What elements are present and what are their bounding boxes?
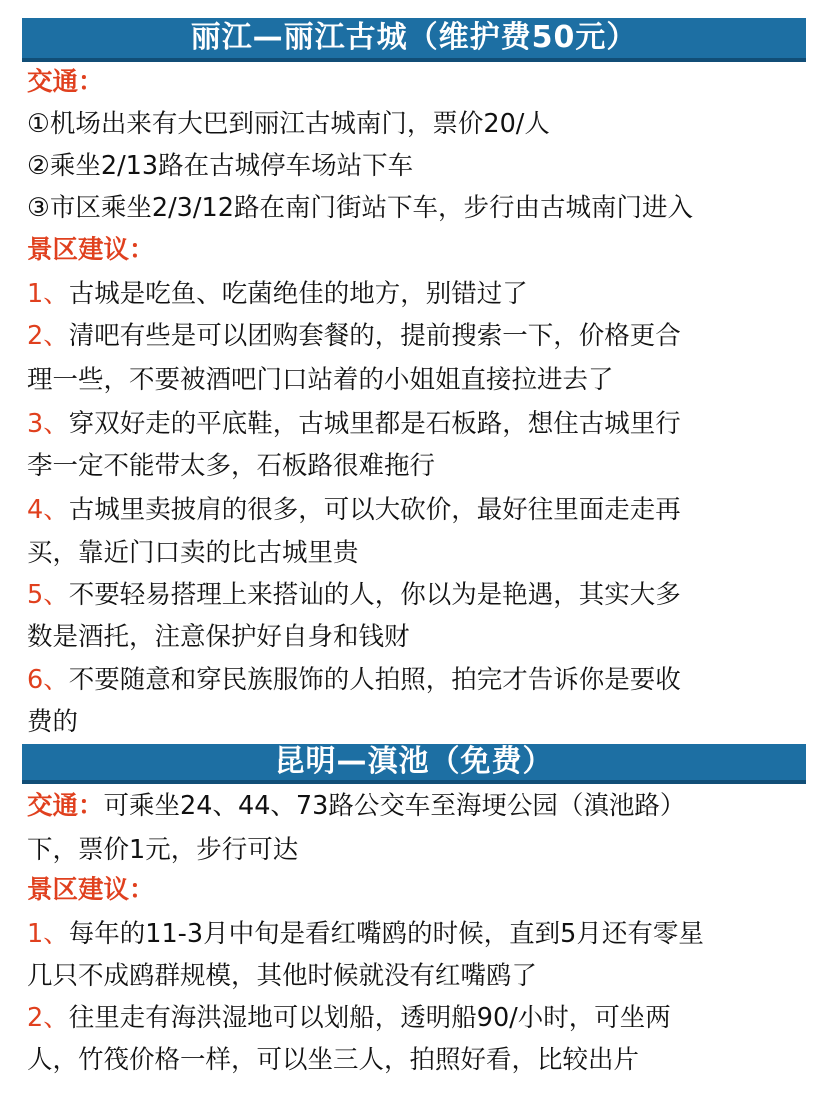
traffic-item: ③市区乘坐2/3/12路在南门街站下车，步行由古城南门进入	[27, 193, 693, 223]
advice-item-cont: 数是酒托，注意保护好自身和钱财	[27, 622, 410, 652]
advice-item: 4、古城里卖披肩的很多，可以大砍价，最好往里面走走再	[27, 495, 681, 525]
traffic-item: 交通：可乘坐24、44、73路公交车至海埂公园（滇池路）	[27, 791, 686, 821]
traffic-item: ①机场出来有大巴到丽江古城南门，票价20/人	[27, 109, 550, 139]
advice-item: 6、不要随意和穿民族服饰的人拍照，拍完才告诉你是要收	[27, 665, 681, 695]
advice-heading: 景区建议：	[27, 235, 155, 265]
traffic-item: ②乘坐2/13路在古城停车场站下车	[27, 151, 414, 181]
advice-item: 2、往里走有海洪湿地可以划船，透明船90/小时，可坐两	[27, 1003, 671, 1033]
traffic-heading: 交通：	[27, 67, 104, 97]
advice-item-cont: 几只不成鸥群规模，其他时候就没有红嘴鸥了	[27, 961, 538, 991]
advice-item: 3、穿双好走的平底鞋，古城里都是石板路，想住古城里行	[27, 409, 681, 439]
advice-item: 2、清吧有些是可以团购套餐的，提前搜索一下，价格更合	[27, 321, 681, 351]
section-title-lijiang: 丽江—丽江古城（维护费50元）	[22, 18, 806, 62]
section-title-kunming: 昆明—滇池（免费）	[22, 744, 806, 784]
advice-item-cont: 买，靠近门口卖的比古城里贵	[27, 538, 359, 568]
advice-item: 5、不要轻易搭理上来搭讪的人，你以为是艳遇，其实大多	[27, 580, 681, 610]
advice-item: 1、古城是吃鱼、吃菌绝佳的地方，别错过了	[27, 279, 528, 309]
traffic-item-cont: 下，票价1元，步行可达	[27, 835, 299, 865]
advice-item-cont: 费的	[27, 707, 79, 737]
advice-item: 1、每年的11-3月中旬是看红嘴鸥的时候，直到5月还有零星	[27, 919, 704, 949]
advice-item-cont: 人，竹筏价格一样，可以坐三人，拍照好看，比较出片	[27, 1045, 640, 1075]
advice-heading: 景区建议：	[27, 875, 155, 905]
advice-item-cont: 理一些，不要被酒吧门口站着的小姐姐直接拉进去了	[27, 365, 614, 395]
advice-item-cont: 李一定不能带太多，石板路很难拖行	[27, 451, 436, 481]
